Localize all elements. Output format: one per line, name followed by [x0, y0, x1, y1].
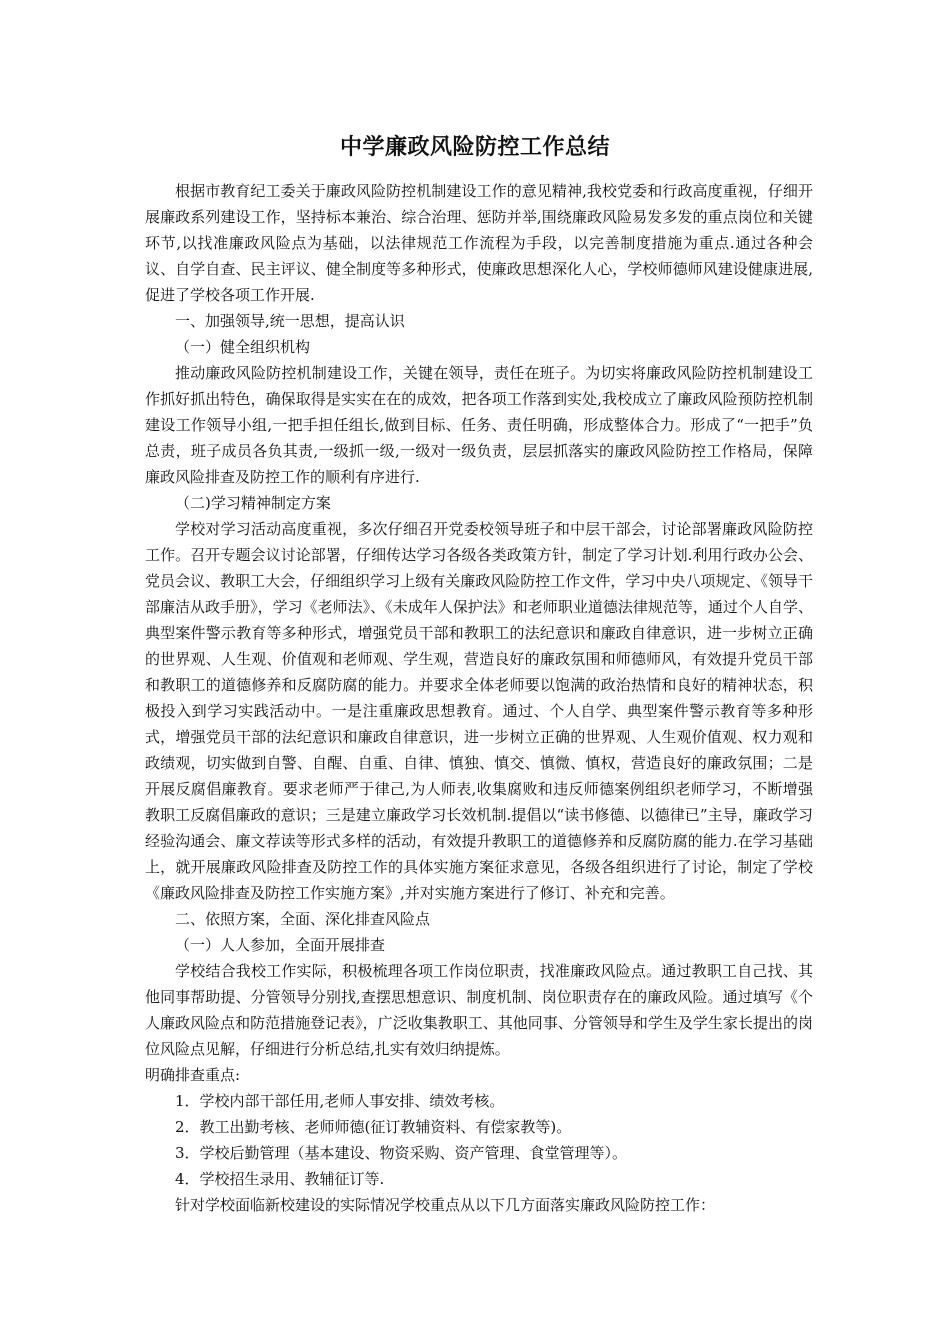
body-paragraph: 学校对学习活动高度重视，多次仔细召开党委校领导班子和中层干部会，讨论部署廉政风险防控工作。召开专题会议讨论部署，仔细传达学习各级各类政策方针，制定了学习计划.利用行政办公会、党员会议、教职工大会，仔细组织学习上级有关廉政风险防控工作文件，学习中央八项规定、《领导干部廉洁从政手册》，学习《老师法》、《未成年人保护法》和老师职业道德法律规范等，通过个人自学、典型案件警示教育等多种形式，增强党员干部和教职工的法纪意识和廉政自律意识，进一步树立正确的世界观、人生观、价值观和老师观、学生观，营造良好的廉政氛围和师德师风，有效提升党员干部和教职工的道德修养和反腐防腐的能力。并要求全体老师要以饱满的政治热情和良好的精神状态，积极投入到学习实践活动中。一是注重廉政思想教育。通过、个人自学、典型案件警示教育等多种形式，增强党员干部的法纪意识和廉政自律意识，进一步树立正确的世界观、人生观价值观、权力观和政绩观，切实做到自警、自醒、自重、自律、慎独、慎交、慎微、慎权，营造良好的廉政氛围；二是开展反腐倡廉教育。要求老师严于律己,为人师表,收集腐败和违反师德案例组织老师学习，不断增强教职工反腐倡廉政的意识；三是建立廉政学习长效机制.提倡以“读书修德、以德律已”主导，廉政学习经验沟通会、廉文荐读等形式多样的活动，有效提升教职工的道德修养和反腐防腐的能力.在学习基础上，就开展廉政风险排查及防控工作的具体实施方案征求意见，各级各组织进行了讨论，制定了学校《廉政风险排查及防控工作实施方案》,并对实施方案进行了修订、补充和完善。	[145, 520, 813, 902]
list-item: 1．学校内部干部任用,老师人事安排、绩效考核。	[175, 1092, 505, 1110]
subsection-heading-1-2: （二)学习精神制定方案	[175, 494, 331, 512]
list-intro: 明确排查重点:	[145, 1066, 241, 1084]
subsection-heading-1-1: （一）健全组织机构	[175, 338, 311, 356]
list-item: 2．教工出勤考核、老师师德(征订教辅资料、有偿家教等)。	[175, 1118, 572, 1136]
list-item: 3．学校后勤管理（基本建设、物资采购、资产管理、食堂管理等）。	[175, 1144, 628, 1162]
body-paragraph: 推动廉政风险防控机制建设工作，关键在领导，责任在班子。为切实将廉政风险防控机制建设工作抓好抓出特色，确保取得是实实在在的成效，把各项工作落到实处,我校成立了廉政风险预防控机制建设工作领导小组,一把手担任组长,做到目标、任务、责任明确，形成整体合力。形成了“一把手”负总责，班子成员各负其责,一级抓一级,一级对一级负责，层层抓落实的廉政风险防控工作格局，保障廉政风险排查及防控工作的顺利有序进行.	[145, 364, 813, 486]
document-body	[145, 178, 813, 1218]
subsection-heading-2-1: （一）人人参加，全面开展排查	[175, 936, 386, 954]
intro-paragraph: 根据市教育纪工委关于廉政风险防控机制建设工作的意见精神,我校党委和行政高度重视，仔细开展廉政系列建设工作，坚持标本兼治、综合治理、惩防并举,围绕廉政风险易发多发的重点岗位和关键环节,以找准廉政风险点为基础，以法律规范工作流程为手段，以完善制度措施为重点.通过各种会议、自学自查、民主评议、健全制度等多种形式，使廉政思想深化人心，学校师德师风建设健康进展,促进了学校各项工作开展.	[145, 182, 813, 304]
closing-paragraph: 针对学校面临新校建设的实际情况学校重点从以下几方面落实廉政风险防控工作：	[175, 1196, 716, 1214]
section-heading-2: 二、依照方案，全面、深化排查风险点	[175, 910, 431, 928]
document-title: 中学廉政风险防控工作总结	[339, 134, 610, 160]
section-heading-1: 一、加强领导,统一思想，提高认识	[175, 312, 405, 330]
body-paragraph: 学校结合我校工作实际，积极梳理各项工作岗位职责，找准廉政风险点。通过教职工自己找、其他同事帮助提、分管领导分别找,查摆思想意识、制度机制、岗位职责存在的廉政风险。通过填写《个人廉政风险点和防范措施登记表》，广泛收集教职工、其他同事、分管领导和学生及学生家长提出的岗位风险点见解，仔细进行分析总结,扎实有效归纳提炼。	[145, 962, 813, 1058]
list-item: 4．学校招生录用、教辅征订等.	[175, 1170, 385, 1188]
